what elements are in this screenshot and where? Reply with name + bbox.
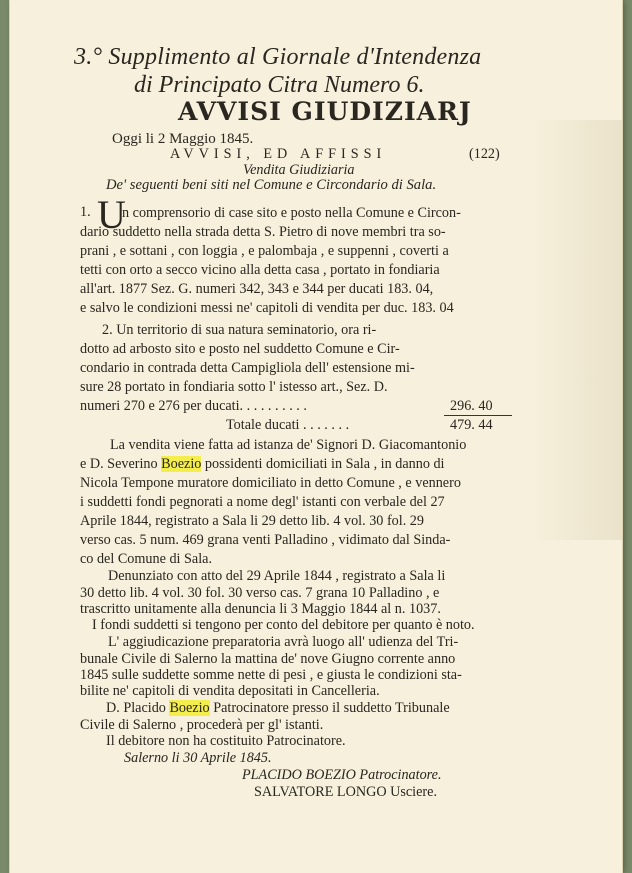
para-1-line: Aprile 1844, registrato a Sala li 29 detto lib. 4 vol. 30 fol. 29: [80, 513, 424, 529]
para-3-line: bilite ne' capitoli di vendita depositati in Cancelleria.: [80, 683, 380, 699]
para-3-line: 1845 sulle suddette somme nette di pesi , e giusta le condizioni sta-: [80, 667, 462, 683]
para-3-line: L' aggiudicazione preparatoria avrà luogo all' udienza del Tri-: [108, 634, 459, 650]
para-3-line: bunale Civile di Salerno la mattina de' nove Giugno corrente anno: [80, 651, 456, 667]
title-line-1: 3.° Supplimento al Giornale d'Intendenza: [74, 44, 482, 70]
sum-rule: [444, 415, 512, 416]
para-1-line: Nicola Tempone muratore domiciliato in detto Comune , e vennero: [80, 475, 461, 491]
date-line: Oggi li 2 Maggio 1845.: [112, 131, 254, 147]
item-1-line: e salvo le condizioni messi ne' capitoli di vendita per duc. 183. 04: [80, 300, 454, 316]
title-line-2: di Principato Citra Numero 6.: [134, 72, 425, 98]
title-line-3: AVVISI GIUDIZIARJ: [178, 97, 472, 126]
highlighted-name: Boezio: [161, 456, 202, 472]
para-1-line: i suddetti fondi pegnorati a nome degl' istanti con verbale del 27: [80, 494, 445, 510]
para-1-line: verso cas. 5 num. 469 grana venti Palladino , vidimato dal Sinda-: [80, 532, 451, 548]
item-1-number: 1.: [80, 204, 91, 220]
item-1-line: prani , e sottani , con loggia , e palombaja , e suppenni , coverti a: [80, 243, 449, 259]
item-2-amount: 296. 40: [450, 398, 493, 414]
signature-usciere: SALVATORE LONGO Usciere.: [254, 784, 437, 800]
item-2-line: numeri 270 e 276 per ducati. . . . . . . . . .: [80, 398, 307, 414]
item-2-line: condario in contrada detta Campigliola dell' estensione mi-: [80, 360, 415, 376]
para-4-line: D. Placido Boezio Patrocinatore presso il suddetto Tribunale: [106, 700, 450, 716]
item-1-line: dario suddetto nella strada detta S. Pietro di nove membri tra so-: [80, 224, 446, 240]
item-1-line: tetti con orto a secco vicino alla detta casa , portato in fondiaria: [80, 262, 440, 278]
para-2-line: 30 detto lib. 4 vol. 30 fol. 30 verso cas. 7 grana 10 Palladino , e: [80, 585, 440, 601]
para-2-line: Denunziato con atto del 29 Aprile 1844 , registrato a Sala li: [108, 568, 446, 584]
signature-patrocinatore: PLACIDO BOEZIO Patrocinatore.: [242, 767, 442, 783]
para-4-line: Civile di Salerno , procederà per gl' istanti.: [80, 717, 324, 733]
para-4-line: Salerno li 30 Aprile 1845.: [124, 750, 272, 766]
document-page: [10, 0, 622, 873]
para-1-line: co del Comune di Sala.: [80, 551, 212, 567]
item-2-line: sure 28 portato in fondiaria sotto l' istesso art., Sez. D.: [80, 379, 388, 395]
para-1-line: e D. Severino Boezio possidenti domiciliati in Sala , in danno di: [80, 456, 445, 472]
totale-amount: 479. 44: [450, 417, 493, 433]
drop-cap: U: [97, 192, 126, 237]
highlighted-name: Boezio: [169, 700, 210, 716]
para-2-line: I fondi suddetti si tengono per conto del debitore per quanto è noto.: [92, 617, 475, 633]
item-1-line: n comprensorio di case sito e posto nella Comune e Circon-: [122, 205, 461, 221]
para-4-line: Il debitore non ha costituito Patrocinatore.: [106, 733, 346, 749]
para-2-line: trascritto unitamente alla denuncia li 3 Maggio 1844 al n. 1037.: [80, 601, 441, 617]
vendita-heading: Vendita Giudiziaria: [243, 162, 355, 178]
totale-label: Totale ducati . . . . . . .: [226, 417, 350, 433]
issue-number: (122): [469, 146, 500, 162]
avvisi-heading: AVVISI, ED AFFISSI: [170, 146, 387, 162]
page-shadow: [532, 120, 622, 540]
para-1-line: La vendita viene fatta ad istanza de' Signori D. Giacomantonio: [110, 437, 467, 453]
item-1-line: all'art. 1877 Sez. G. numeri 342, 343 e 344 per ducati 183. 04,: [80, 281, 434, 297]
item-2-line: dotto ad arbosto sito e posto nel suddetto Comune e Cir-: [80, 341, 400, 357]
beni-heading: De' seguenti beni siti nel Comune e Circondario di Sala.: [106, 177, 437, 193]
item-2-line: 2. Un territorio di sua natura seminatorio, ora ri-: [102, 322, 377, 338]
